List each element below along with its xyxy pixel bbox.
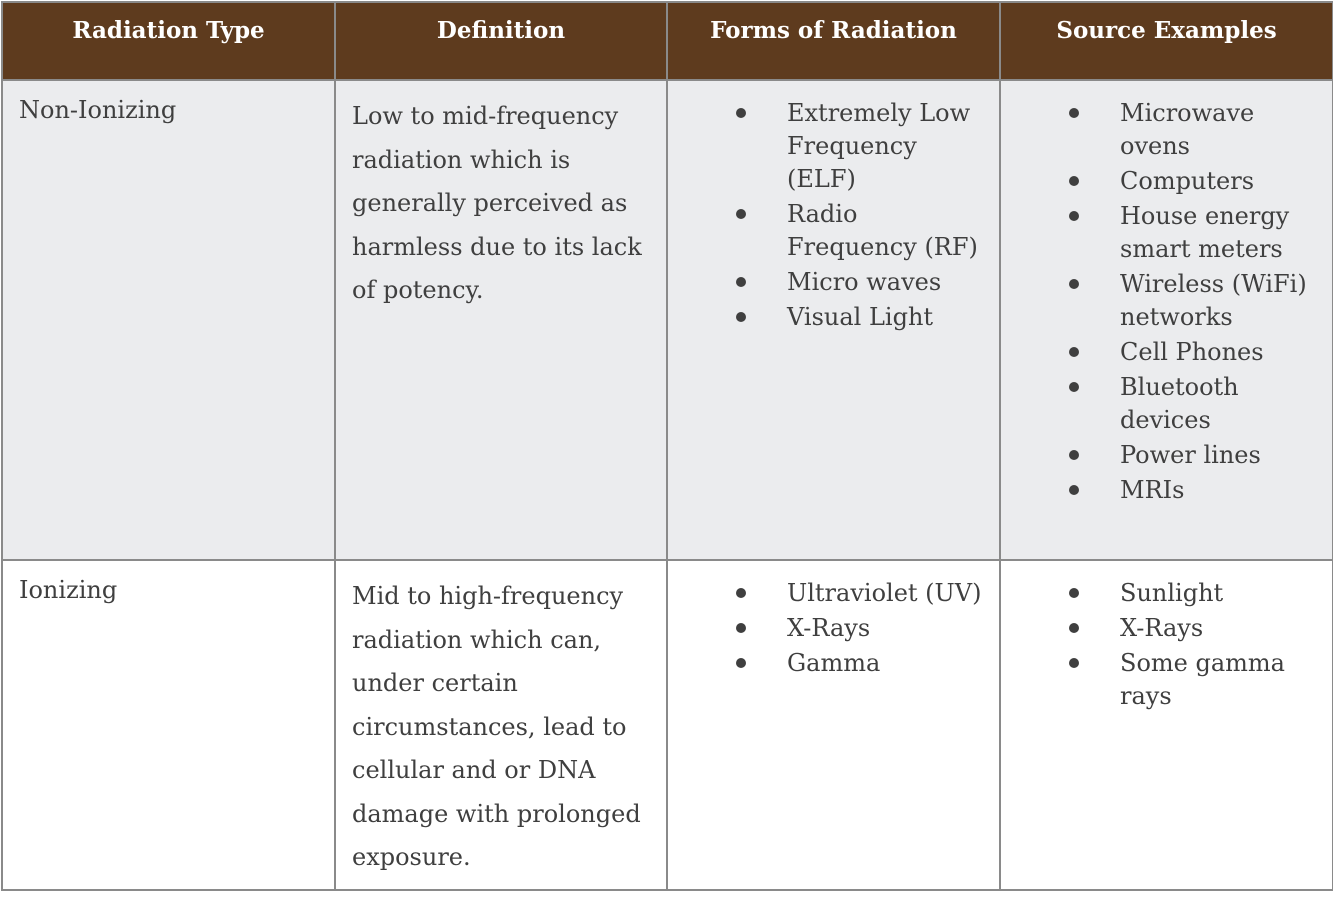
list-item bbox=[668, 97, 991, 196]
header-source-examples: Source Examples bbox=[1000, 2, 1333, 80]
cell-type bbox=[2, 80, 335, 560]
bullet-icon bbox=[1069, 347, 1079, 357]
list-item-text: Micro waves bbox=[787, 268, 942, 296]
header-radiation-type: Radiation Type bbox=[2, 2, 335, 80]
bullet-icon bbox=[736, 312, 746, 322]
list-item-text: Wireless (WiFi) networks bbox=[1120, 270, 1307, 331]
type-text: Ionizing bbox=[19, 576, 118, 604]
bullet-icon bbox=[1069, 485, 1079, 495]
radiation-table bbox=[1, 1, 1333, 891]
cell-definition bbox=[335, 560, 667, 890]
list-item bbox=[1001, 97, 1324, 163]
list-item-text: Gamma bbox=[787, 649, 881, 677]
bullet-icon bbox=[1069, 211, 1079, 221]
list-item-text: Extremely Low Frequency (ELF) bbox=[787, 99, 971, 193]
table-row-non-ionizing bbox=[2, 80, 1333, 560]
list-item bbox=[1001, 336, 1324, 369]
list-item-text: Ultraviolet (UV) bbox=[787, 579, 982, 607]
bullet-icon bbox=[736, 658, 746, 668]
bullet-icon bbox=[1069, 623, 1079, 633]
list-item bbox=[1001, 268, 1324, 334]
list-item bbox=[668, 612, 991, 645]
bullet-icon bbox=[736, 277, 746, 287]
list-item-text: Visual Light bbox=[787, 303, 934, 331]
list-item bbox=[1001, 474, 1324, 507]
list-item bbox=[1001, 371, 1324, 437]
list-item-text: X-Rays bbox=[1120, 614, 1204, 642]
header-row bbox=[2, 2, 1333, 80]
cell-sources bbox=[1000, 80, 1333, 560]
list-item-text: X-Rays bbox=[787, 614, 871, 642]
type-text: Non-Ionizing bbox=[19, 96, 177, 124]
cell-definition bbox=[335, 80, 667, 560]
list-item bbox=[668, 301, 991, 334]
list-item-text: Microwave ovens bbox=[1120, 99, 1255, 160]
bullet-icon bbox=[736, 108, 746, 118]
cell-forms bbox=[667, 560, 1000, 890]
list-item bbox=[668, 198, 991, 264]
list-item-text: Sunlight bbox=[1120, 579, 1224, 607]
list-item bbox=[668, 266, 991, 299]
bullet-icon bbox=[736, 623, 746, 633]
list-item-text: Bluetooth devices bbox=[1120, 373, 1239, 434]
list-item bbox=[1001, 165, 1324, 198]
forms-list bbox=[668, 561, 999, 680]
list-item-text: Power lines bbox=[1120, 441, 1261, 469]
definition-text: Mid to high-frequency radiation which can, under certain circumstances, lead to cellular and or DNA damage with prolonged exposure. bbox=[352, 582, 641, 871]
bullet-icon bbox=[1069, 450, 1079, 460]
forms-list bbox=[668, 81, 999, 334]
list-item bbox=[1001, 577, 1324, 610]
bullet-icon bbox=[736, 588, 746, 598]
sources-list bbox=[1001, 561, 1332, 713]
table-row-ionizing bbox=[2, 560, 1333, 890]
definition-text: Low to mid-frequency radiation which is generally perceived as harmless due to its lack of potency. bbox=[352, 102, 642, 304]
bullet-icon bbox=[1069, 588, 1079, 598]
list-item-text: Some gamma rays bbox=[1120, 649, 1285, 710]
list-item bbox=[1001, 612, 1324, 645]
bullet-icon bbox=[1069, 279, 1079, 289]
bullet-icon bbox=[1069, 658, 1079, 668]
list-item bbox=[1001, 200, 1324, 266]
list-item-text: House energy smart meters bbox=[1120, 202, 1290, 263]
cell-sources bbox=[1000, 560, 1333, 890]
bullet-icon bbox=[736, 209, 746, 219]
bullet-icon bbox=[1069, 176, 1079, 186]
list-item bbox=[668, 577, 991, 610]
header-definition: Definition bbox=[335, 2, 667, 80]
header-forms-of-radiation: Forms of Radiation bbox=[667, 2, 1000, 80]
list-item bbox=[1001, 647, 1324, 713]
list-item bbox=[1001, 439, 1324, 472]
list-item-text: Computers bbox=[1120, 167, 1255, 195]
list-item-text: Cell Phones bbox=[1120, 338, 1264, 366]
bullet-icon bbox=[1069, 108, 1079, 118]
list-item bbox=[668, 647, 991, 680]
cell-forms bbox=[667, 80, 1000, 560]
cell-type bbox=[2, 560, 335, 890]
list-item-text: Radio Frequency (RF) bbox=[787, 200, 978, 261]
bullet-icon bbox=[1069, 382, 1079, 392]
sources-list bbox=[1001, 81, 1332, 507]
list-item-text: MRIs bbox=[1120, 476, 1185, 504]
